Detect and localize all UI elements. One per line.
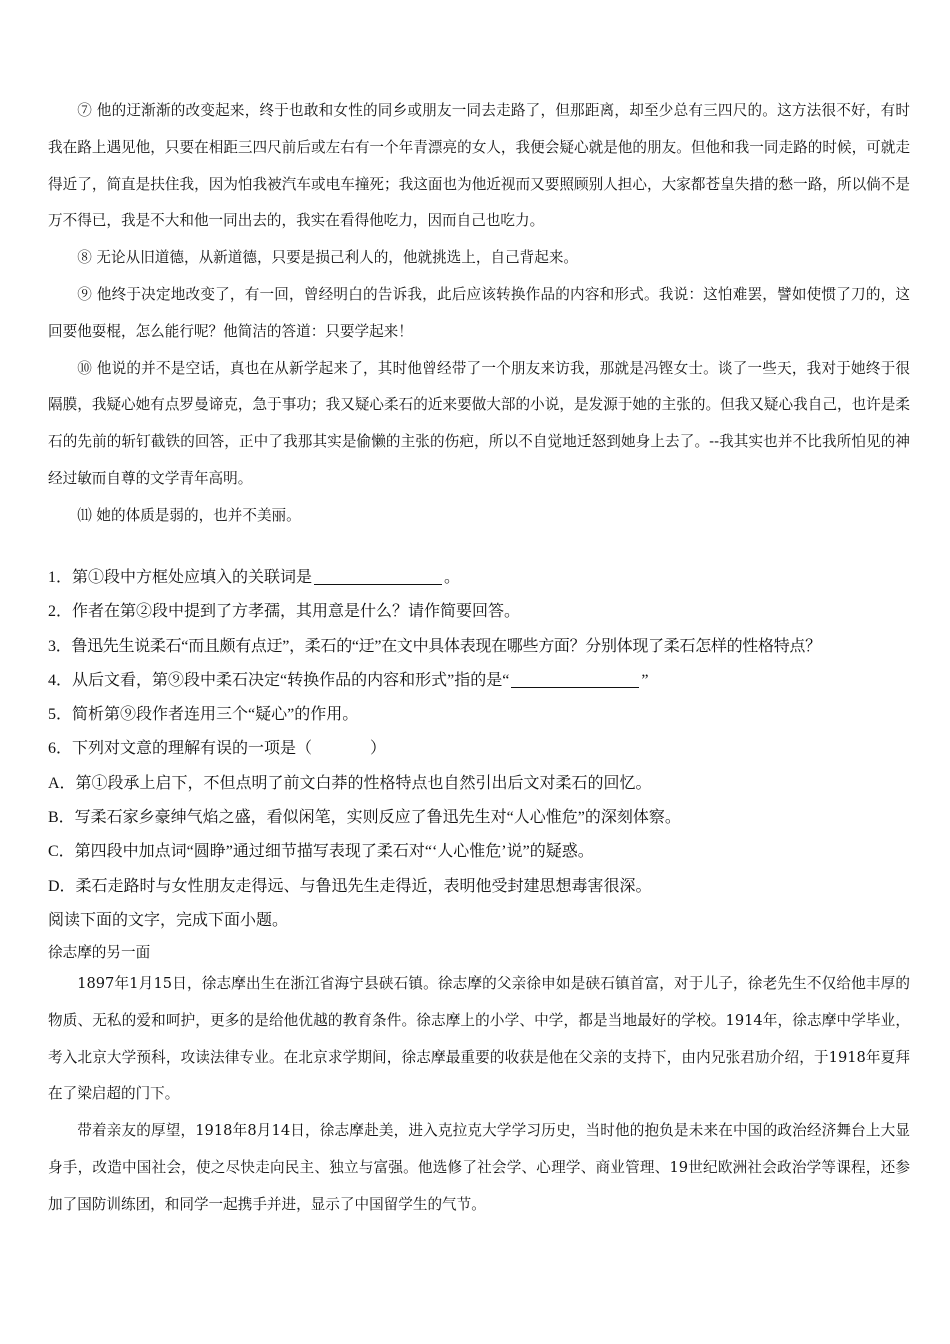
question-4-end: ” (641, 671, 649, 689)
passage-title: 徐志摩的另一面 (48, 944, 151, 961)
question-1-end: 。 (444, 569, 461, 586)
passage-two-paragraph-1: 1897年1月15日，徐志摩出生在浙江省海宁县硖石镇。徐志摩的父亲徐申如是硖石镇首富，对于儿子，徐老先生不仅给他丰厚的物质、无私的爱和呵护，更多的是给他优越的教育条件。徐志摩上的小学、中学，都是当地最好的学校。1914年，徐志摩中学毕业，考入北京大学预科，攻读法律专业。在北京求学期间，徐志摩最重要的收获是他在父亲的支持下，由内兄张君劢介绍，于1918年夏拜在了梁启超的门下。 (48, 975, 910, 1103)
paragraph-8: ⑧ 无论从旧道德，从新道德，只要是损己利人的，他就挑选上，自己背起来。 (77, 249, 579, 267)
question-1-text: 1．第①段中方框处应填入的关联词是 (48, 569, 313, 586)
question-list (48, 561, 910, 938)
paragraph-9: ⑨ 他终于决定地改变了，有一回，曾经明白的告诉我，此后应该转换作品的内容和形式。我说：这怕难罢，譬如使惯了刀的，这回要他耍棍，怎么能行呢？他简洁的答道：只要学起来！ (48, 285, 910, 340)
question-6-text: 6．下列对文意的理解有误的一项是（ (48, 740, 313, 758)
question-4-text: 4．从后文看，第⑨段中柔石决定“转换作品的内容和形式”指的是“ (48, 671, 510, 689)
paragraph-7: ⑦ 他的迂渐渐的改变起来，终于也敢和女性的同乡或朋友一同去走路了，但那距离，却至少总有三四尺的。这方法很不好，有时我在路上遇见他，只要在相距三四尺前后或左右有一个年青漂亮的女人，我便会疑心就是他的朋友。但他和我一同走路的时候，可就走得近了，简直是扶住我，因为怕我被汽车或电车撞死；我这面也为他近视而又要照顾别人担心，大家都苍皇失措的愁一路，所以倘不是万不得已，我是不大和他一同出去的，我实在看得他吃力，因而自己也吃力。 (48, 102, 910, 230)
paragraph-11: ⑾ 她的体质是弱的，也并不美丽。 (77, 506, 301, 524)
question-4 (48, 664, 910, 698)
answer-blank (314, 568, 442, 585)
passage-two (48, 938, 910, 968)
passage-two-body (48, 966, 910, 1224)
question-5: 5．简析第⑨段作者连用三个“疑心”的作用。 (48, 706, 359, 724)
answer-blank (511, 671, 639, 688)
question-3: 3．鲁迅先生说柔石“而且颇有点迂”，柔石的“迂”在文中具体表现在哪些方面？分别体现了柔石怎样的性格特点？ (48, 637, 821, 655)
option-a: A．第①段承上启下，不但点明了前文白莽的性格特点也自然引出后文对柔石的回忆。 (48, 774, 652, 792)
option-b: B．写柔石家乡豪绅气焰之盛，看似闲笔，实则反应了鲁迅先生对“人心惟危”的深刻体察。 (48, 809, 681, 827)
question-1 (48, 561, 910, 595)
passage-one (48, 93, 910, 535)
reading-instruction: 阅读下面的文字，完成下面小题。 (48, 911, 289, 929)
option-c: C．第四段中加点词“圆睁”通过细节描写表现了柔石对“‘人心惟危’说”的疑惑。 (48, 843, 594, 861)
paragraph-10: ⑩ 他说的并不是空话，真也在从新学起来了，其时他曾经带了一个朋友来访我，那就是冯铿女士。谈了一些天，我对于她终于很隔膜，我疑心她有点罗曼谛克，急于事功；我又疑心柔石的近来要做大部的小说，是发源于她的主张的。但我又疑心我自己，也许是柔石的先前的斩钉截铁的回答，正中了我那其实是偷懒的主张的伤疤，所以不自觉地迁怒到她身上去了。--我其实也并不比我所怕见的神经过敏而自尊的文学青年高明。 (48, 359, 910, 487)
passage-two-paragraph-2: 带着亲友的厚望，1918年8月14日，徐志摩赴美，进入克拉克大学学习历史，当时他的抱负是未来在中国的政治经济舞台上大显身手，改造中国社会，使之尽快走向民主、独立与富强。他选修了社会学、心理学、商业管理、19世纪欧洲社会政治学等课程，还参加了国防训练团，和同学一起携手并进，显示了中国留学生的气节。 (48, 1122, 910, 1213)
question-2: 2．作者在第②段中提到了方孝孺，其用意是什么？请作简要回答。 (48, 603, 521, 621)
question-6 (48, 732, 910, 766)
option-d: D．柔石走路时与女性朋友走得远、与鲁迅先生走得近，表明他受封建思想毒害很深。 (48, 877, 652, 895)
question-6-end: ） (370, 740, 387, 758)
